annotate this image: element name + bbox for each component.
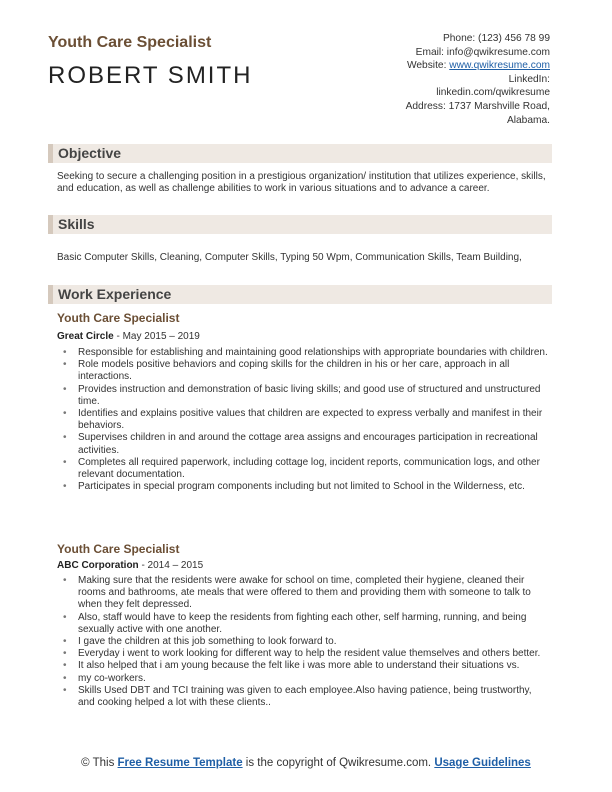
- website-label: Website:: [406, 60, 450, 72]
- contact-email: Email: info@qwikresume.com: [415, 46, 550, 58]
- contact-address-line1: Address: 1737 Marshville Road,: [405, 100, 550, 112]
- job-bullet: • Also, staff would have to keep the residents from fighting each other, self harming, running, and being sexually active with one another.: [57, 612, 549, 636]
- job-bullet-list: [57, 575, 549, 709]
- contact-block: [320, 32, 550, 127]
- job-company: ABC Corporation: [57, 560, 139, 571]
- contact-phone: Phone: (123) 456 78 99: [442, 33, 550, 44]
- skills-heading: Skills: [58, 216, 95, 232]
- contact-website: [320, 59, 550, 73]
- job-bullet-list: [57, 347, 549, 493]
- job-bullet: • Role models positive behaviors and coping skills for the children in his or her care, approach in all interactions.: [57, 359, 549, 383]
- objective-section-header: [48, 144, 552, 163]
- work-experience-heading: Work Experience: [58, 286, 172, 302]
- contact-linkedin-label: LinkedIn:: [508, 73, 550, 85]
- free-resume-template-link[interactable]: Free Resume Template: [117, 757, 243, 769]
- job-bullet: • I gave the children at this job something to look forward to.: [57, 636, 549, 648]
- job-bullet: • Supervises children in and around the cottage area assigns and encourages participation in recreational activities.: [57, 432, 549, 456]
- job-bullet: • Everyday i went to work looking for different way to help the resident value themselves and others better.: [57, 648, 549, 660]
- job-bullet: • my co-workers.: [57, 673, 549, 685]
- footer-copyright: © This: [81, 757, 118, 769]
- job-title: Youth Care Specialist: [57, 311, 180, 325]
- skills-section-header: [48, 215, 552, 234]
- job-title: Youth Care Specialist: [57, 542, 180, 556]
- objective-text: Seeking to secure a challenging position in a prestigious organization/ institution that utilizes experience, skills, and education, as well as challenge abilities to work in various situations and to advance a career.: [57, 171, 546, 195]
- job-bullet: • Identifies and explains positive values that children are expected to express verbally and manifest in their behaviors.: [57, 408, 549, 432]
- header-job-title: Youth Care Specialist: [48, 34, 212, 51]
- usage-guidelines-link[interactable]: Usage Guidelines: [434, 757, 531, 769]
- contact-address-line2: Alabama.: [506, 114, 550, 126]
- job-bullet: • Responsible for establishing and maintaining good relationships with appropriate boundaries with children.: [57, 347, 549, 359]
- job-bullet: • It also helped that i am young because the felt like i was more able to understand their situations vs.: [57, 660, 549, 672]
- job-company-line: [57, 560, 203, 571]
- website-link[interactable]: www.qwikresume.com: [449, 60, 550, 72]
- contact-linkedin-value: linkedin.com/qwikresume: [436, 87, 550, 99]
- job-bullet: • Participates in special program components including but not limited to School in the Wilderness, etc.: [57, 481, 549, 493]
- job-bullet: • Skills Used DBT and TCI training was given to each employee.Also having patience, being trustworthy, and cooking helped a lot with these clients..: [57, 685, 549, 709]
- job-bullet: • Provides instruction and demonstration of basic living skills; and good use of structured and unstructured time.: [57, 384, 549, 408]
- footer: [70, 757, 542, 771]
- job-company: Great Circle: [57, 331, 114, 342]
- job-dates: - May 2015 – 2019: [113, 331, 200, 342]
- objective-heading: Objective: [58, 145, 122, 161]
- footer-middle-text: is the copyright of Qwikresume.com.: [242, 757, 435, 769]
- job-company-line: [57, 331, 200, 342]
- candidate-name: ROBERT SMITH: [48, 62, 253, 89]
- job-bullet: • Completes all required paperwork, including cottage log, incident reports, communication logs, and other relevant documentation.: [57, 457, 549, 481]
- skills-text: Basic Computer Skills, Cleaning, Computer Skills, Typing 50 Wpm, Communication Skills, Team Building,: [57, 252, 522, 263]
- job-bullet: • Making sure that the residents were awake for school on time, completed their hygiene, cleaned their rooms and bathrooms, ate meals that were offered to them and providing them with someone to talk to when they felt depressed.: [57, 575, 549, 612]
- job-dates: - 2014 – 2015: [138, 560, 204, 571]
- work-experience-section-header: [48, 285, 552, 304]
